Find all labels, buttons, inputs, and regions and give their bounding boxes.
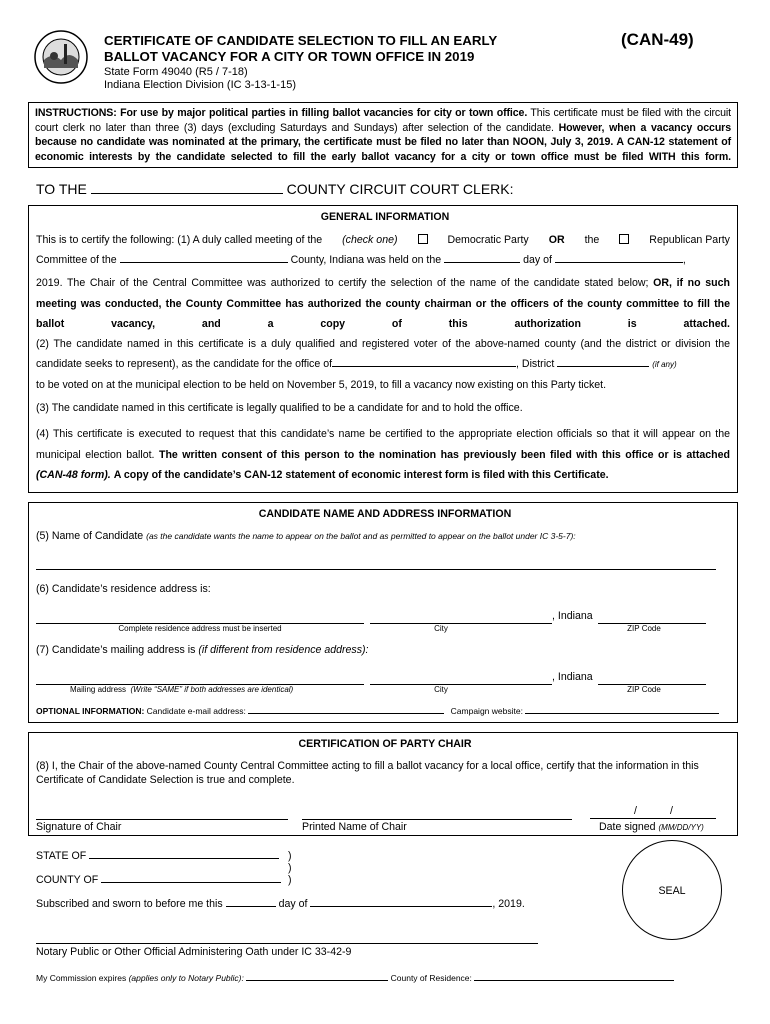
p1-continued	[36, 273, 730, 335]
clerk-county-field[interactable]	[91, 193, 283, 194]
if-any-note: (if any)	[652, 360, 677, 369]
q7-line	[36, 644, 369, 656]
instructions-box	[28, 102, 738, 168]
mailing-indiana-label: , Indiana	[552, 671, 593, 683]
form-title-line2: BALLOT VACANCY FOR A CITY OR TOWN OFFICE IN 2019	[104, 49, 475, 64]
notary-seal-circle	[622, 840, 722, 940]
form-code: (CAN-49)	[621, 30, 694, 49]
sworn-year-label: , 2019.	[492, 898, 525, 910]
printed-name-field[interactable]	[302, 819, 572, 820]
website-field[interactable]	[525, 713, 719, 714]
website-label: Campaign website:	[450, 706, 523, 716]
q7-note: (if different from residence address):	[198, 644, 369, 656]
q6-label: (6) Candidate’s residence address is:	[36, 583, 211, 595]
democratic-checkbox[interactable]	[418, 234, 428, 244]
state-of-field[interactable]	[89, 858, 279, 859]
certification-heading: CERTIFICATION OF PARTY CHAIR	[298, 738, 472, 750]
or-label: OR	[548, 234, 565, 246]
meeting-day-field[interactable]	[444, 262, 520, 263]
county-residence-label: County of Residence:	[390, 973, 472, 983]
state-of-label: STATE OF	[36, 850, 87, 862]
residence-address-caption: Complete residence address must be inserted	[118, 624, 282, 633]
clerk-label: COUNTY CIRCUIT COURT CLERK:	[286, 181, 514, 197]
mailing-city-caption: City	[434, 685, 448, 694]
optional-info-line	[36, 706, 719, 716]
commission-note: (applies only to Notary Public):	[128, 973, 244, 983]
official-label: Notary Public or Other Official Administering Oath under IC 33-42-9	[36, 946, 352, 958]
p1-bold-text: such meeting was conducted, the County Committee has authorized the county chairman or the officers of the county committee to fill the ballot vacancy, and a copy of this authorization is attached.	[36, 277, 730, 330]
commission-expires-field[interactable]	[246, 980, 388, 981]
q7-label: (7) Candidate’s mailing address is	[36, 644, 196, 656]
p1-intro: This is to certify the following: (1) A duly called meeting of the	[36, 234, 323, 246]
state-form-number: State Form 49040 (R5 / 7-18)	[104, 66, 248, 78]
paren-2: )	[288, 862, 292, 874]
county-of-label: COUNTY OF	[36, 874, 99, 886]
state-of-line	[36, 850, 279, 862]
office-field[interactable]	[332, 366, 516, 367]
optional-label: OPTIONAL INFORMATION:	[36, 706, 145, 716]
p1-or-if-no: OR, if no	[653, 277, 701, 289]
instructions-bold1: For use by major political parties in filling ballot vacancies for city or town office.	[120, 107, 528, 119]
date-signed-text: Date signed	[599, 821, 656, 833]
county-of-field[interactable]	[101, 882, 281, 883]
p4-bold2: A copy of the candidate’s CAN-12 statement of economic interest form is filed with this Certificate.	[113, 469, 609, 481]
p4-text	[36, 424, 730, 486]
q8-text: (8) I, the Chair of the above-named County Central Committee acting to fill a ballot vacancy for a local office, certify that the information in this Certificate of Candidate Selection is true and complete.	[36, 760, 699, 786]
district-field[interactable]	[557, 366, 649, 367]
republican-checkbox[interactable]	[619, 234, 629, 244]
residence-city-caption: City	[434, 624, 448, 633]
committee-label: Committee of the	[36, 254, 117, 266]
q5-label: (5) Name of Candidate	[36, 530, 144, 542]
the-label: the	[584, 234, 600, 246]
mailing-zip-caption: ZIP Code	[627, 685, 661, 694]
sworn-day-of-label: day of	[278, 898, 308, 910]
sworn-month-field[interactable]	[310, 906, 492, 907]
official-signature-field[interactable]	[36, 943, 538, 944]
district-label: , District	[516, 358, 555, 370]
state-seal	[34, 30, 88, 84]
county-residence-field[interactable]	[474, 980, 674, 981]
sworn-line	[36, 898, 525, 910]
commission-line	[36, 973, 674, 983]
p2-election: to be voted on at the municipal election to be held on November 5, 2019, to fill a vacancy now existing on this Party ticket.	[36, 379, 607, 391]
sworn-day-field[interactable]	[226, 906, 276, 907]
to-the-label: TO THE	[36, 181, 87, 197]
residence-indiana-label: , Indiana	[552, 610, 593, 622]
democratic-label: Democratic Party	[447, 234, 529, 246]
committee-county-field[interactable]	[120, 262, 288, 263]
email-label: Candidate e-mail address:	[146, 706, 246, 716]
commission-label: My Commission expires	[36, 973, 127, 983]
signature-label: Signature of Chair	[36, 821, 122, 833]
date-format-note: (MM/DD/YY)	[658, 823, 704, 832]
candidate-name-field[interactable]	[36, 569, 716, 570]
email-field[interactable]	[248, 713, 444, 714]
candidate-heading: CANDIDATE NAME AND ADDRESS INFORMATION	[258, 508, 512, 520]
division-reference: Indiana Election Division (IC 3-13-1-15)	[104, 79, 296, 91]
instructions-bold2: However, when a vacancy occurs because no candidate was nominated at the primary, the certificate must be filed no later than NOON, July 3, 2019. A CAN-12 statement of economic interests by the candidate selected to fill the early ballot vacancy for a city or town office must be filed WITH this form.	[35, 121, 731, 163]
date-field[interactable]: / /	[590, 806, 716, 819]
residence-zip-caption: ZIP Code	[627, 624, 661, 633]
form-title-line1: CERTIFICATE OF CANDIDATE SELECTION TO FILL AN EARLY	[104, 33, 498, 48]
sworn-label: Subscribed and sworn to before me this	[36, 898, 223, 910]
county-of-line	[36, 874, 281, 886]
addressee-line	[36, 181, 514, 197]
instructions-lead: INSTRUCTIONS:	[35, 107, 117, 119]
p4-intro: (4) This certificate is executed to request that this candidate’s name be certified to the appropriate election officials so that it will appear on the municipal election ballot.	[36, 428, 730, 461]
county-held-label: County, Indiana was held on the	[290, 254, 442, 266]
p2-intro: (2) The candidate named in this certificate is a duly qualified and registered voter of the above-named county (and the district or division the candidate seeks to represent), as the candidate for the office of	[36, 338, 730, 370]
signature-field[interactable]	[36, 819, 288, 820]
p1-check-one: (check one)	[342, 234, 398, 246]
paren-1: )	[288, 850, 292, 862]
printed-name-label: Printed Name of Chair	[302, 821, 407, 833]
q5-line	[36, 530, 576, 542]
mailing-caption-note: (Write “SAME” if both addresses are identical)	[130, 685, 294, 694]
instructions-text	[35, 106, 731, 164]
q5-note: (as the candidate wants the name to appear on the ballot and as permitted to appear on the ballot under IC 3-5-7):	[146, 531, 576, 541]
p4-bold: The written consent of this person to the nomination has previously been filed with this office or is attached	[158, 448, 730, 461]
general-heading: GENERAL INFORMATION	[320, 211, 450, 223]
seal-label: SEAL	[658, 885, 686, 897]
p1-year-text: 2019. The Chair of the Central Committee was authorized to certify the selection of the name of the candidate stated below;	[36, 277, 649, 289]
p2-text	[36, 334, 730, 395]
date-signed-label	[599, 821, 704, 833]
republican-label: Republican Party	[649, 234, 730, 246]
instructions-plain1: This certificate must be filed with the circuit court clerk no later than three (3) days (excluding Saturdays and Sundays) after selection of the candidate.	[35, 107, 732, 134]
p3-text: (3) The candidate named in this certificate is legally qualified to be a candidate for and to hold the office.	[36, 402, 523, 414]
p4-can48: (CAN-48 form).	[36, 469, 111, 481]
mailing-caption-label: Mailing address	[70, 685, 127, 694]
paren-3: )	[288, 874, 292, 886]
day-of-label: day of	[523, 254, 552, 266]
meeting-month-field[interactable]	[555, 262, 683, 263]
mailing-address-caption	[70, 685, 293, 694]
p1-line2: Committee of the County, Indiana was held on the day of ,	[36, 254, 686, 266]
p1-line1	[36, 234, 730, 246]
